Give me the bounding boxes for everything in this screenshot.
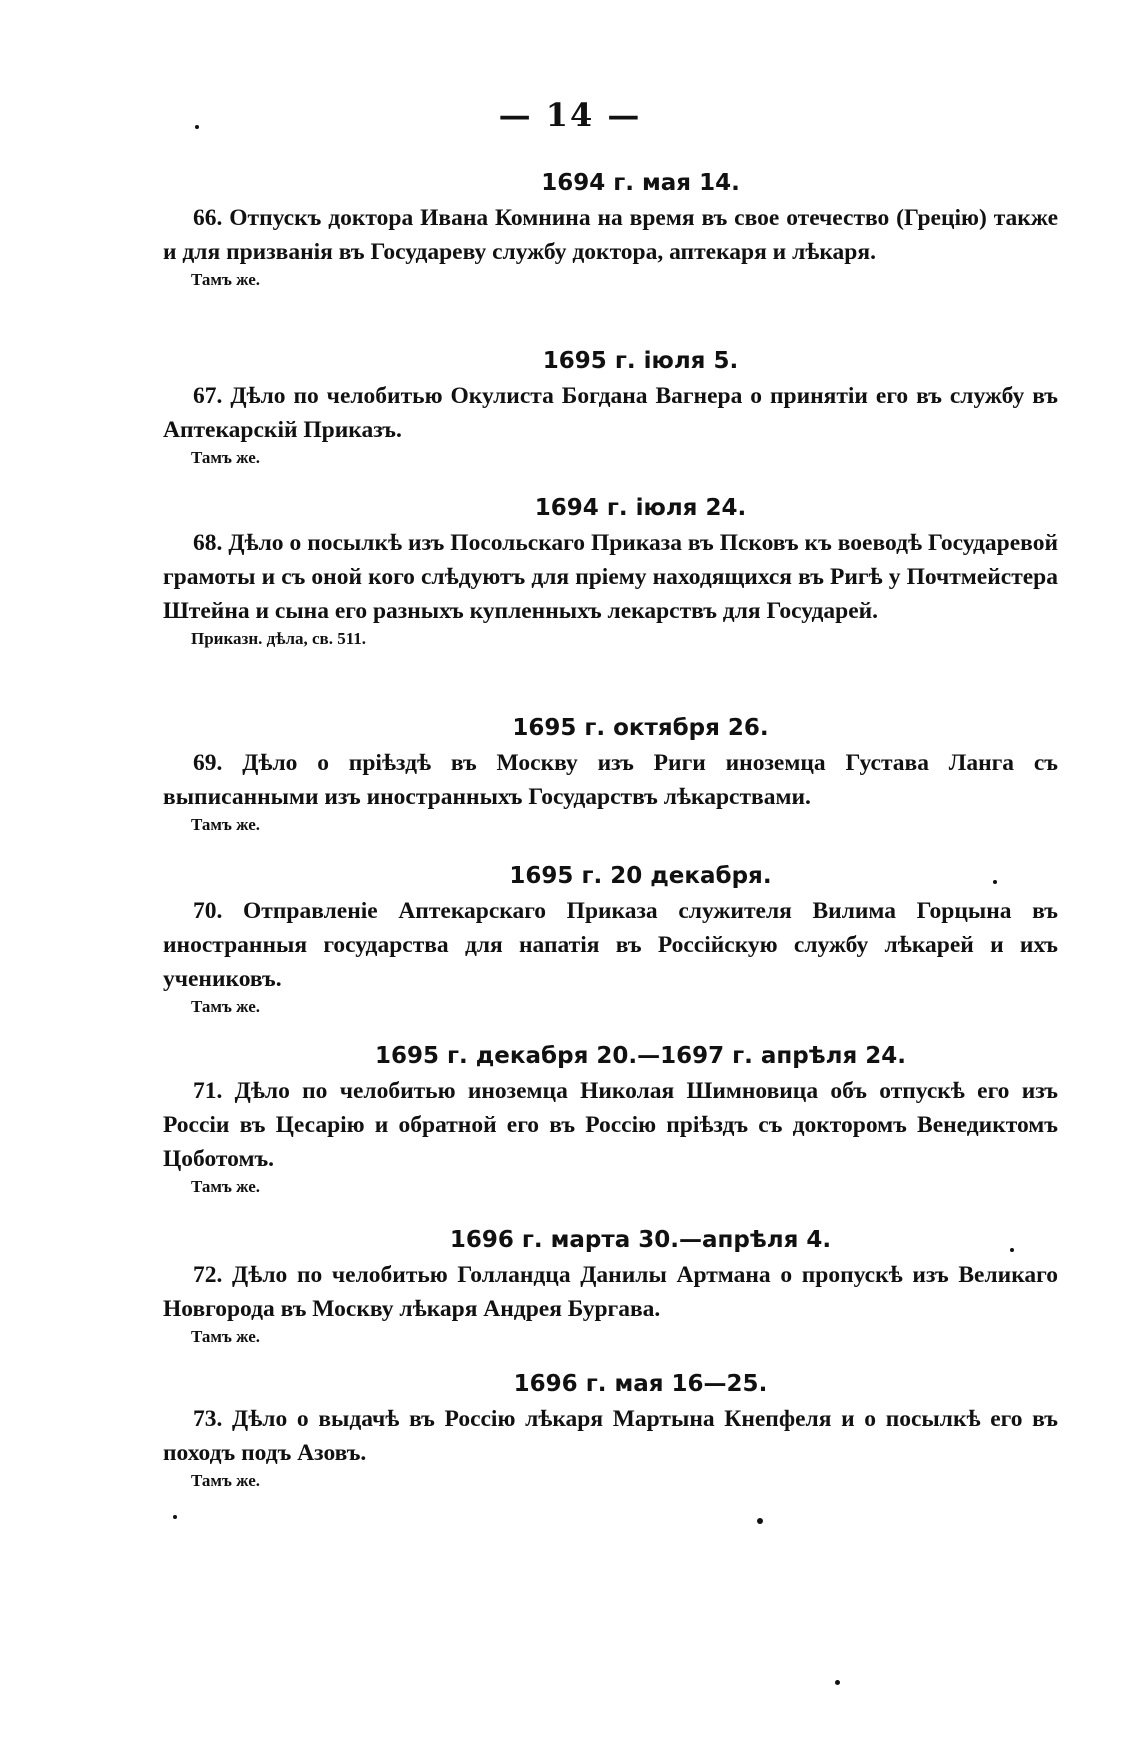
entry-text: 69. Дѣло о пріѣздѣ въ Москву изъ Риги иноземца Густава Ланга съ выписанными изъ иностранныхъ Государствъ лѣкарствами. — [163, 750, 1058, 810]
entry-text: 71. Дѣло по челобитью иноземца Николая Шимновица объ отпускѣ его изъ Россіи въ Цесарію и обратной его въ Россію пріѣздъ съ докторомъ Венедиктомъ Цоботомъ. — [163, 1078, 1058, 1172]
print-speck — [195, 125, 199, 129]
entry-71 — [163, 1038, 1058, 1198]
entry-text: 70. Отправленіе Аптекарскаго Приказа служителя Вилима Горцына въ иностранныя государства для напатія въ Россійскую службу лѣкарей и ихъ учениковъ. — [163, 898, 1058, 992]
entry-source: Тамъ же. — [191, 1327, 261, 1346]
entry-source: Тамъ же. — [191, 1177, 261, 1196]
entry-source: Тамъ же. — [191, 448, 261, 467]
entry-66 — [163, 165, 1058, 291]
entry-source: Тамъ же. — [191, 1471, 261, 1490]
entry-70 — [163, 858, 1058, 1018]
entry-72 — [163, 1222, 1058, 1348]
print-speck — [757, 1518, 763, 1524]
entry-67 — [163, 343, 1058, 469]
entry-source: Приказн. дѣла, св. 511. — [191, 629, 367, 648]
print-speck — [1010, 1248, 1014, 1252]
entry-text: 72. Дѣло по челобитью Голландца Данилы Артмана о пропускѣ изъ Великаго Новгорода въ Москву лѣкаря Андрея Бургава. — [163, 1262, 1058, 1322]
entry-source: Тамъ же. — [191, 815, 261, 834]
entry-date: 1696 г. марта 30.—апрѣля 4. — [449, 1227, 832, 1253]
entry-text: 67. Дѣло по челобитью Окулиста Богдана Вагнера о принятіи его въ службу въ Аптекарскій Приказъ. — [163, 383, 1058, 443]
entry-text: 66. Отпускъ доктора Ивана Комнина на время въ свое отечество (Грецію) также и для призванія въ Государеву службу доктора, аптекаря и лѣкаря. — [163, 205, 1058, 265]
entry-source: Тамъ же. — [191, 270, 261, 289]
entry-69 — [163, 710, 1058, 836]
entry-text: 73. Дѣло о выдачѣ въ Россію лѣкаря Мартына Кнепфеля и о посылкѣ его въ походъ подъ Азовъ. — [163, 1406, 1058, 1466]
print-speck — [835, 1680, 840, 1685]
entry-date: 1696 г. мая 16—25. — [513, 1371, 768, 1397]
entry-date: 1695 г. іюля 5. — [542, 348, 739, 374]
entry-source: Тамъ же. — [191, 997, 261, 1016]
print-speck — [993, 880, 997, 884]
entry-date: 1694 г. мая 14. — [541, 170, 740, 196]
entry-68 — [163, 490, 1058, 650]
entry-73 — [163, 1366, 1058, 1492]
entry-date: 1694 г. іюля 24. — [534, 495, 747, 521]
page-number: — 14 — — [498, 96, 642, 134]
entry-text: 68. Дѣло о посылкѣ изъ Посольскаго Приказа въ Псковъ къ воеводѣ Государевой грамоты и съ оной кого слѣдуютъ для пріему находящихся въ Ригѣ у Почтмейстера Штейна и сына его разныхъ купленныхъ лекарствъ для Государей. — [163, 530, 1058, 624]
entry-date: 1695 г. октября 26. — [512, 715, 769, 741]
entry-date: 1695 г. 20 декабря. — [509, 863, 772, 889]
print-speck — [173, 1515, 177, 1519]
entry-date: 1695 г. декабря 20.—1697 г. апрѣля 24. — [374, 1043, 907, 1069]
